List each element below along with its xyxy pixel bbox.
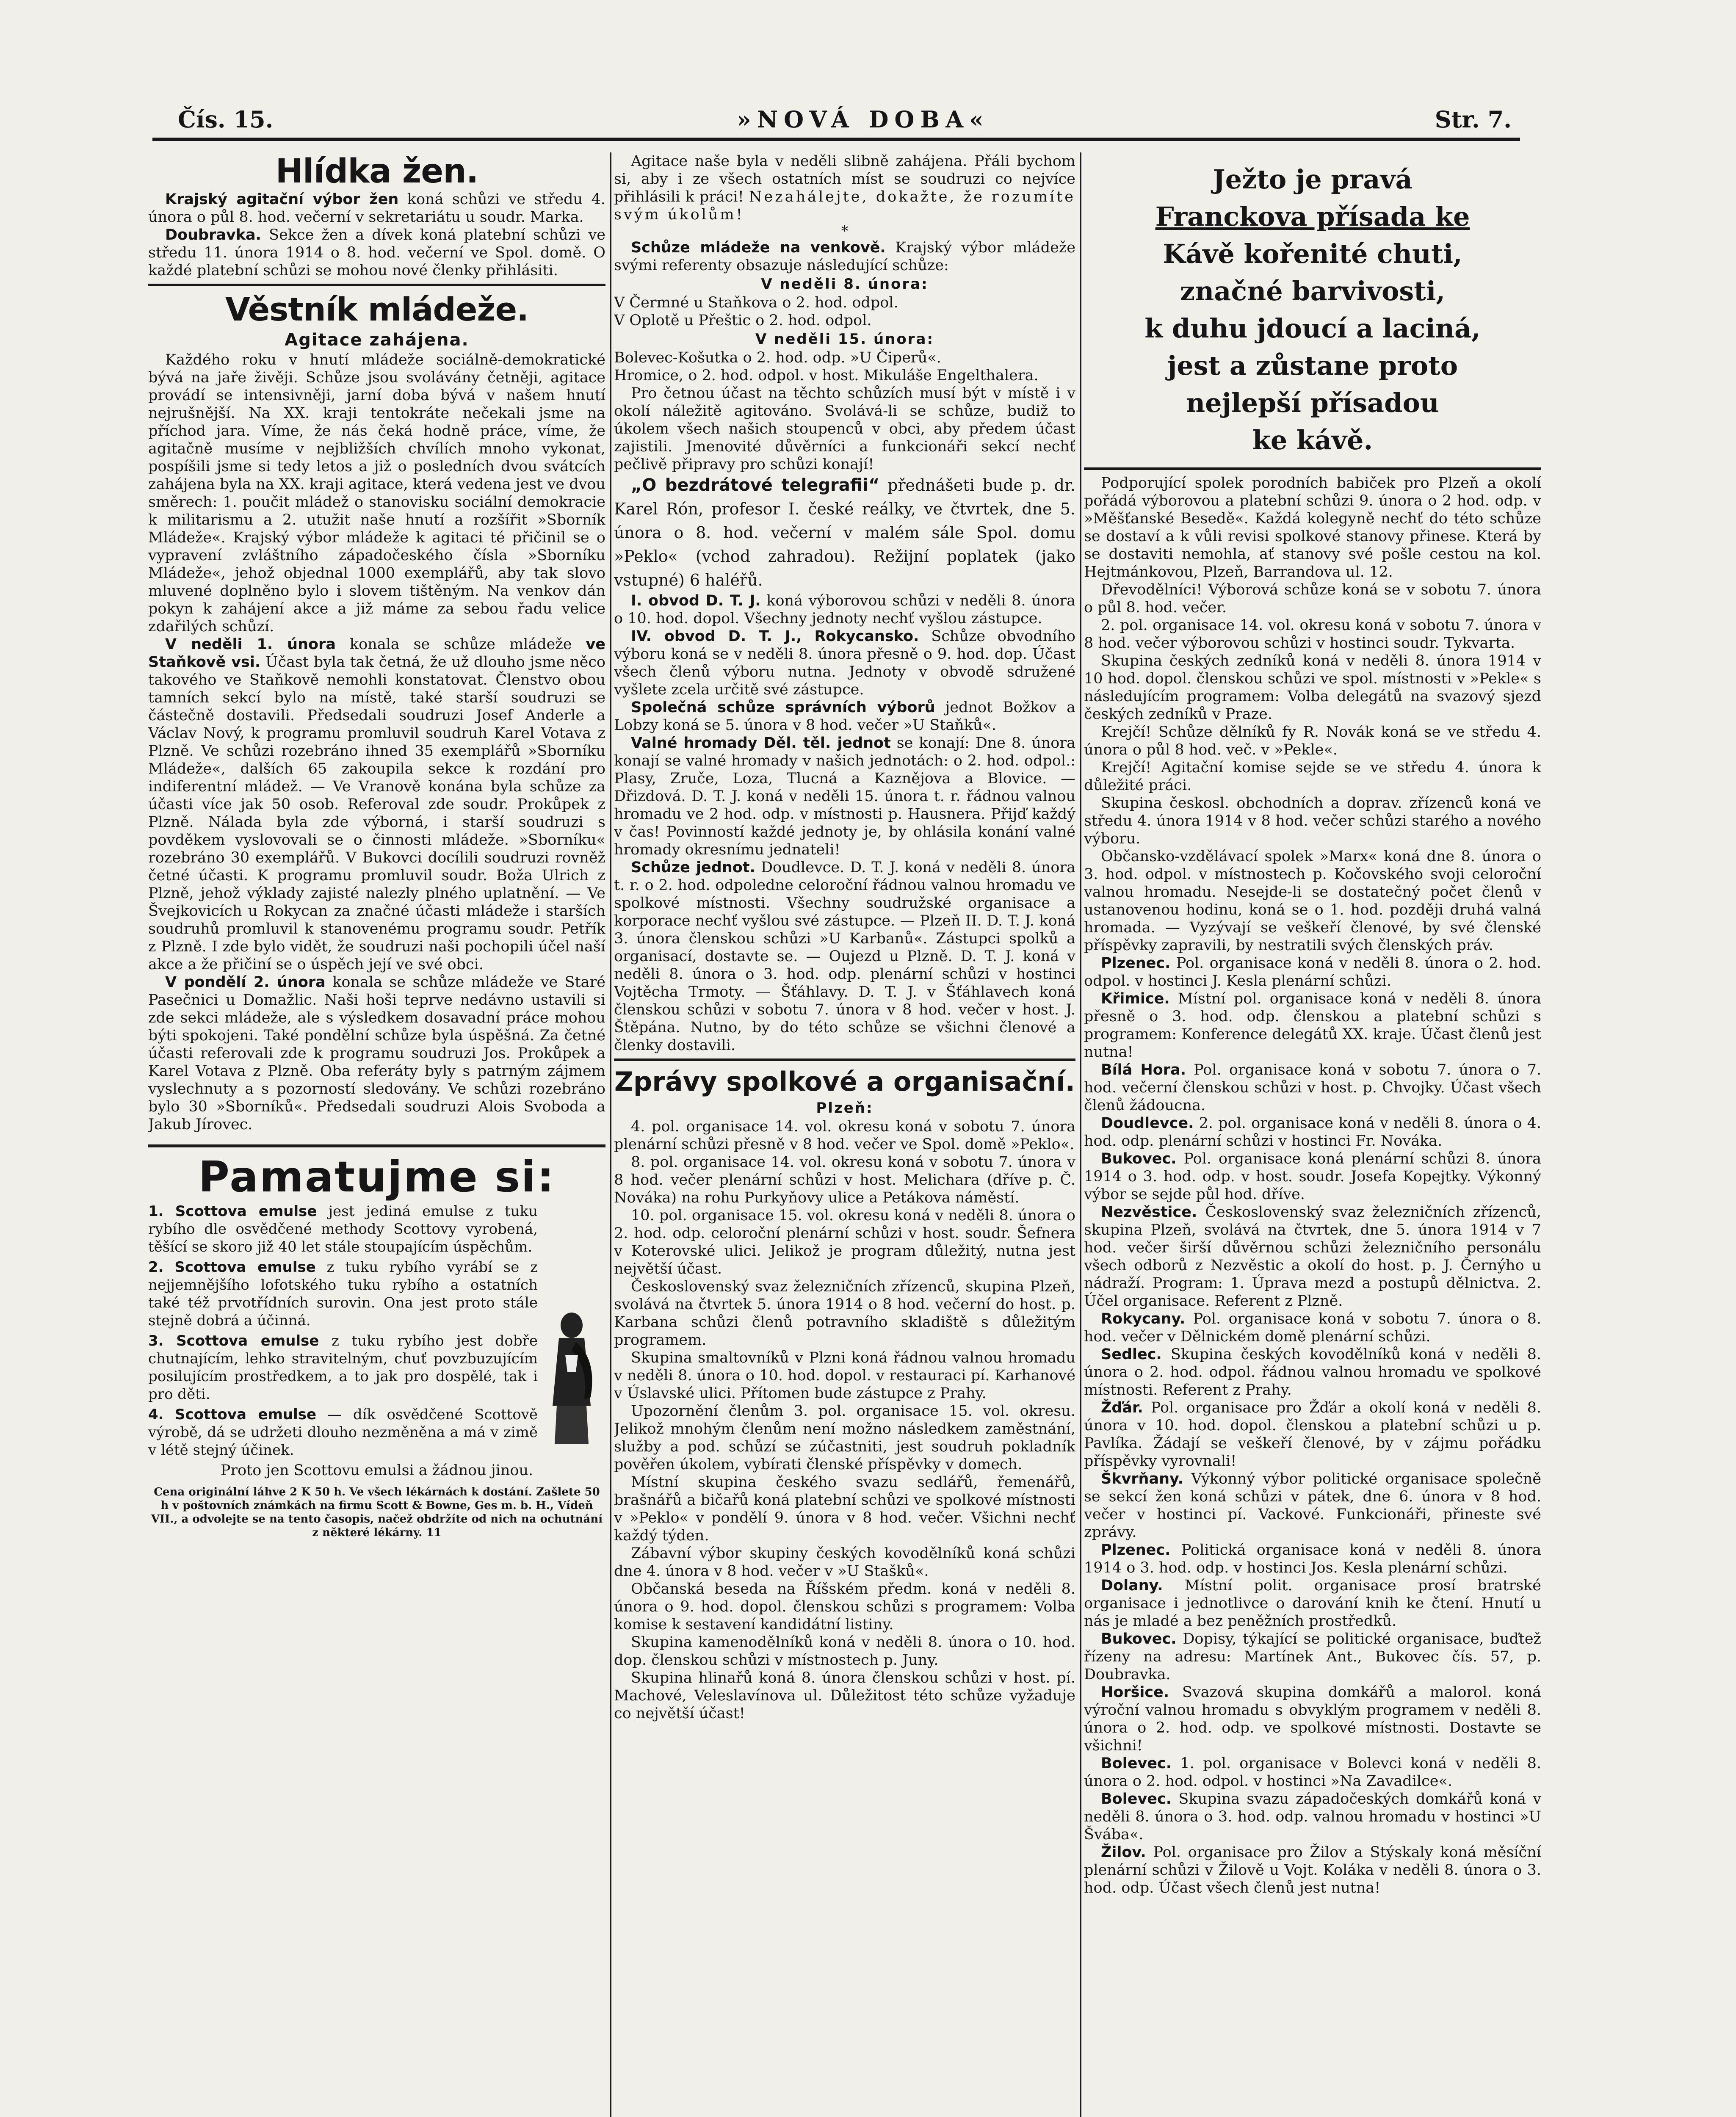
notice-item: Horšice. Svazová skupina domkářů a malorol. koná výroční valnou hromadu s obvyklým programem v neděli 8. února o 2. hod. odp. ve spolkové místnosti. Dostavte se všichni! [1084,1684,1541,1754]
notice-spolecna: Společná schůze správních výborů jednot Božkov a Lobzy koná se 5. února v 8 hod. večer »U Staňků«. [614,699,1075,734]
masthead-title: »NOVÁ DOBA« [737,106,990,133]
notice-item: Žilov. Pol. organisace pro Žilov a Stýskaly koná měsíční plenární schůzi v Žilově u Vojt. Koláka v neděli 8. února o 3. hod. odp. Účast všech členů jest nutna! [1084,1844,1541,1896]
notice-item: Škvrňany. Výkonný výbor politické organisace společně se sekcí žen koná schůzi v pátek, dne 6. února v 8 hod. večer v hostinci pí. Vackové. Funkcionáři, přineste své zprávy. [1084,1470,1541,1541]
ad-list-item: 2. Scottova emulse z tuku rybího vyrábí se z nejjemnějšího lofotského tuku rybího a ostatních také též prvotřídních surovin. Ona jest proto stále stejně dobrá a účinná. [148,1259,538,1329]
notice-item: Dřevodělníci! Výborová schůze koná se v sobotu 7. února o půl 8. hod. večer. [1084,581,1541,616]
notice-item: Plzenec. Pol. organisace koná v neděli 8. února o 2. hod. odpol. v hostinci J. Kesla plenární schůzi. [1084,955,1541,989]
ad-closing: Proto jen Scottovu emulsi a žádnou jinou. [220,1462,534,1479]
date-heading: V neděli 8. února: [761,276,929,293]
ad-line: jest a zůstane proto [1167,350,1458,381]
section-title-hlidka: Hlídka žen. [275,152,478,191]
notice-schuze: Schůze jednot. Doudlevce. D. T. J. koná v neděli 8. února t. r. o 2. hod. odpoledne celoroční řádnou valnou hromadu ve spolkové místnosti. Všechny soudružské organisace a korporace nechť vyšlou své zástupce. — Plzeň II. D. T. J. koná 3. února členskou schůzi »U Karbanů«. Zástupci spolků a organisací, dostavte se. — Oujezd u Plzně. D. T. J. koná v neděli 8. února o 3. hod. odp. plenární schůzi v hostinci Vojtěcha Trmoty. — Šťáhlavy. D. T. J. v Šťáhlavech koná členskou schůzi v sobotu 7. února v 8 hod. večer v host. J. Štěpána. Nutno, by do této schůze se všichni členové a členky dostavili. [614,859,1075,1054]
page-number: Str. 7. [1435,106,1512,133]
notice-item: Nezvěstice. Československý svaz železničních zřízenců, skupina Plzeň, svolává na čtvrtek, dne 5. února 1914 v 7 hod. večer širší důvěrnou schůzi železničního personálu všech odborů z Nezvěstic a okolí do host. p. J. Černýho u nádraží. Program: 1. Úprava mezd a postupů dělnictva. 2. Účel organisace. Referent z Plzně. [1084,1204,1541,1310]
notice-item: Rokycany. Pol. organisace koná v sobotu 7. února o 8. hod. večer v Dělnickém domě plenární schůzi. [1084,1310,1541,1345]
ad-title: Pamatujme si: [198,1152,556,1202]
meeting-line: V Čermné u Staňkova o 2. hod. odpol. [614,294,898,311]
column-divider-1 [610,152,611,2117]
notice-item: Žďár. Pol. organisace pro Žďár a okolí koná v neděli 8. února v 10. hod. dopol. členskou a platební schůzi u p. Pavlíka. Žádají se veškeří členové, by v zájmu pořádku příspěvky vyrovnali! [1084,1399,1541,1470]
notice-item: Krejčí! Schůze dělníků fy R. Novák koná se ve středu 4. února o půl 8 hod. več. v »Pekle«. [1084,724,1541,758]
separator-asterisk: * [841,223,849,240]
notice-item: 4. pol. organisace 14. vol. okresu koná v sobotu 7. února plenární schůzi přesně v 8 hod. večer ve Spol. domě »Peklo«. [614,1118,1075,1153]
notice-item: Bukovec. Pol. organisace koná plenární schůzi 8. února 1914 o 3. hod. odp. v host. soudr. Josefa Kopejtky. Výkonný výbor se sejde půl hod. dříve. [1084,1150,1541,1203]
ad-list-item: 3. Scottova emulse z tuku rybího jest dobře chutnajícím, lehko stravitelným, chuť povzbuzujícím posilujícím prostředkem, a to jak pro dospělé, tak i pro děti. [148,1332,538,1403]
notice-item: Plzenec. Politická organisace koná v neděli 8. února 1914 o 3. hod. odp. v hostinci Jos. Kesla plenární schůzi. [1084,1542,1541,1576]
notice-valne: Valné hromady Děl. těl. jednot se konají: Dne 8. února konají se valné hromady v našich jednotách: o 2. hod. odpol.: Plasy, Zruče, Loza, Tlucná a Kaznějova a Blovice. — Dřizdová. D. T. J. koná v neděli 15. února t. r. řádnou valnou hromadu ve 2 hod. odp. v místnosti p. Hausnera. Přijď každý v čas! Povinností každé jednoty je, by ohlásila konání valné hromady okresnímu jednateli! [614,735,1075,858]
notice-obvod-4: IV. obvod D. T. J., Rokycansko. Schůze obvodního výboru koná se v neděli 8. února přesně o 9. hod. dop. Účast všech členů výboru nutna. Jednoty v obvodě sdružené vyšlete zcela určitě své zástupce. [614,628,1075,698]
header-rule [152,138,1520,141]
notice-item: Skupina smaltovníků v Plzni koná řádnou valnou hromadu v neděli 8. února o 10. hod. dopol. v restauraci pí. Karhanové v Úslavské ulici. Přítomen bude zástupce z Prahy. [614,1349,1075,1402]
notice-item: Skupina českých zedníků koná v neděli 8. února 1914 v 10 hod. dopol. členskou schůzi ve spol. místnosti v »Pekle« s následujícím programem: Volba delegátů na svazový sjezd českých zedníků v Praze. [1084,652,1541,723]
page-header [152,97,1516,140]
venkov-paragraph: Schůze mládeže na venkově. Krajský výbor mládeže svými referenty obsazuje následující schůze: [614,239,1075,274]
notice-item: Zábavní výbor skupiny českých kovodělníků koná schůzi dne 4. února v 8 hod. večer v »U Stašků«. [614,1545,1075,1580]
notice-item: Československý svaz železničních zřízenců, skupina Plzeň, svolává na čtvrtek 5. února 1914 o 8 hod. večerní do host. p. Karbana schůzi členů potravního skladiště s důležitým programem. [614,1278,1075,1349]
notice-item: 2. pol. organisace 14. vol. okresu koná v sobotu 7. února v 8 hod. večer výborovou schůzi v hostinci soudr. Tykvarta. [1084,617,1541,652]
notice-item: Doudlevce. 2. pol. organisace koná v neděli 8. února o 4. hod. odp. plenární schůzi v hostinci Fr. Nováka. [1084,1115,1541,1150]
vestnik-paragraph-1: Každého roku v hnutí mládeže sociálně-demokratické bývá na jaře živěji. Schůze jsou svolávány četněji, agitace provádí se intensivněji, jarní doba bývá v našem hnutí nejrušnější. Na XX. kraji tentokráte nečekali jsme na příchod jara. Víme, že nás čeká hodně práce, víme, že agitačně musíme v nejbližších chvílích mnoho vykonat, pospíšili jsme si tedy letos a již o posledních dvou svátcích zahájena byla na XX. kraji agitace, která vedena jest ve dvou směrech: 1. poučit mládež o stanovisku sociální demokracie k militarismu a 2. utužit naše hnutí a rozšířit »Sborník Mládeže«. Krajský výbor mládeže k agitaci té přičinil se o vypravení zvláštního západočeského čísla »Sborníku Mládeže«, jehož objednal 1000 exemplářů, aby tak slovo mluvené doplněno bylo i slovem tištěným. Na venkov dán pokyn k zahájení akce a již máme za sebou řadu velice zdařilých schůzí. [148,351,605,635]
notice-item: Občanská beseda na Říšském předm. koná v neděli 8. února o 9. hod. dopol. členskou schůzi s programem: Volba komise k sestavení kandidátní listiny. [614,1581,1075,1633]
notice-item: Bílá Hora. Pol. organisace koná v sobotu 7. února o 7. hod. večerní členskou schůzi v host. p. Chvojky. Účast všech členů žádoucna. [1084,1061,1541,1114]
notice-item: Místní skupina českého svazu sedlářů, řemenářů, brašnářů a bičařů koná platební schůzi ve spolkové místnosti v »Peklo« v pondělí 9. února v 8 hod. večer. Všichni nechť každý týden. [614,1474,1075,1544]
ad-border-bottom [1084,467,1541,470]
hlidka-item-1: Krajský agitační výbor žen koná schůzi ve středu 4. února o půl 8. hod. večerní v sekretariátu u soudr. Marka. [148,191,605,226]
franck-advertisement [1084,152,1541,463]
notice-item: Bukovec. Dopisy, týkající se politické organisace, buďtež řízeny na adresu: Martínek Ant., Bukovec čís. 57, p. Doubravka. [1084,1631,1541,1683]
notice-item: Skupina českosl. obchodních a doprav. zřízenců koná ve středu 4. února 1914 v 8 hod. večer schůzi starého a nového výboru. [1084,795,1541,847]
notice-item: Skupina hlinařů koná 8. února členskou schůzi v host. pí. Machové, Veleslavínova ul. Důležitost této schůze vyžaduje co největší účast! [614,1669,1075,1722]
notice-item: 10. pol. organisace 15. vol. okresu koná v neděli 8. února o 2. hod. odp. celoroční plenární schůzi v host. soudr. Šefnera v Koterovské ulici. Jelikož je program důležitý, nutna jest největší účast. [614,1207,1075,1277]
notice-item: Sedlec. Skupina českých kovodělníků koná v neděli 8. února o 2. hod. odpol. řádnou valnou hromadu ve spolkové místnosti. Referent z Prahy. [1084,1346,1541,1398]
issue-number: Čís. 15. [178,106,274,133]
vestnik-paragraph-2: V neděli 1. února konala se schůze mládeže ve Staňkově vsi. Účast byla tak četná, že už dlouho jsme něco takového ve Staňkově nemohli konstatovat. Členstvo obou tamních sekcí bylo na místě, také starší soudruzi se částečně dostavili. Předsedali soudruzi Josef Anderle a Václav Nový, k programu promluvil soudruh Karel Votava z Plzně. Ve schůzi rozebráno ihned 35 exemplářů »Sborníku Mládeže«, dalších 65 zakoupila sekce k rozdání pro indiferentní mládež. — Ve Vranově konána byla schůze za účasti více jak 50 osob. Referoval zde soudr. Prokůpek z Plzně. Nálada byla zde výborná, i starší soudruzi s povděkem vyslovovali se o činnosti mládeže. »Sborníku« rozebráno 30 exemplářů. V Bukovci docílili soudruzi rovněž četné účasti. K programu promluvil soudr. Boža Ulrich z Plzně, jehož výklady zajisté nalezly plného uplatnění. — Ve Švejkovicích u Rokycan za značné účasti mládeže i starších soudruhů promluvil k stanovenému programu soudr. Petřík z Plzně. I zde bylo vidět, že soudruzi naši pochopili účel naší akce a že přičiní se o úspěch její ve své obci. [148,636,605,973]
section-title-vestnik: Věstník mládeže. [225,290,529,328]
notice-item: Dolany. Místní polit. organisace prosí bratrské organisace i jednotlivce o darování knih ke čtení. Hnutí u nás je mladé a bez peněžních prostředků. [1084,1577,1541,1630]
ad-border-top [148,1144,605,1147]
notice-item: Upozornění členům 3. pol. organisace 15. vol. okresu. Jelikož mnohým členům není možno následkem zaměstnání, služby a pod. schůzí se zúčastniti, jest soudruh pokladník pověřen úkolem, vybírati členské příspěvky v domech. [614,1403,1075,1473]
vestnik-paragraph-3: V pondělí 2. února konala se schůze mládeže ve Staré Pasečnici u Domažlic. Naši hoši teprve nedávno ustavili si zde sekci mládeže, ale s výsledkem dosavadní práce mohou býti spokojeni. Také pondělní schůze byla úspěšná. Za četné účasti referovali zde k programu soudruzi Jos. Prokůpek a Karel Votava z Plzně. Oba referáty byly s patrným zájmem vyslechnuty a s pozorností sledovány. Ve schůzi rozebráno bylo 30 »Sborníků«. Předsedali soudruzi Alois Svoboda a Jakub Jírovec. [148,974,605,1133]
agitace-note: Pro četnou účast na těchto schůzích musí být v místě i v okolí náležitě agitováno. Svolává-li se schůze, budiž to úkolem všech našich stoupenců v obci, aby předem účast zajistili. Jmenovité důvěrníci a funkcionáři sekcí nechť pečlivě připravy pro schůzi konají! [614,385,1075,473]
section-title-zpravy: Zprávy spolkové a organisační. [614,1066,1075,1097]
notice-item: Krejčí! Agitační komise sejde se ve středu 4. února k důležité práci. [1084,759,1541,794]
ad-list [148,1202,605,1459]
column-2 [614,152,1075,2117]
ad-line: Kávě kořenité chuti, [1163,238,1462,269]
notice-obvod-1: I. obvod D. T. J. koná výborovou schůzi v neděli 8. února o 10. hod. dopol. Všechny jednoty nechť vyšlou zástupce. [614,592,1075,627]
meeting-line: V Oplotě u Přeštic o 2. hod. odpol. [614,312,872,329]
meeting-line: Hromice, o 2. hod. odpol. v host. Mikuláše Engelthalera. [614,367,1039,384]
fisherman-figure [546,1308,597,1448]
agitace-paragraph: Agitace naše byla v neděli slibně zahájena. Přáli bychom si, aby i ze všech ostatních míst se soudruzi co nejvíce přihlásili k práci! Nezahálejte, dokažte, že rozumíte svým úkolům! [614,153,1075,223]
notice-item: Skupina kamenodělníků koná v neděli 8. února o 10. hod. dop. členskou schůzi v místnostech p. Juny. [614,1634,1075,1669]
ad-price-note: Cena originální láhve 2 K 50 h. Ve všech lékárnách k dostání. Zašlete 50 h v poštovních známkách na firmu Scott & Bowne, Ges m. b. H., Vídeň VII., a odvolejte se na tento časopis, načež obdržíte od nich na ochutnání z některé lékárny. 11 [151,1486,603,1539]
ad-list-item: 4. Scottova emulse — dík osvědčené Scottově výrobě, dá se udržeti dlouho nezměněna a má v zimě v létě stejný účinek. [148,1406,538,1459]
section-divider [614,1058,1075,1061]
notice-item: Bolevec. 1. pol. organisace v Bolevci koná v neděli 8. února o 2. hod. odpol. v hostinci »Na Zavadilce«. [1084,1755,1541,1790]
city-heading: Plzeň: [816,1100,874,1117]
telegraf-notice: „O bezdrátové telegrafii“ přednášeti bude p. dr. Karel Rón, profesor I. české reálky, ve čtvrtek, dne 5. února o 8. hod. večerní v malém sále Spol. domu »Peklo« (vchod zahradou). Režijní poplatek (jako vstupné) 6 haléřů. [614,475,1075,589]
ad-list-item: 1. Scottova emulse jest jediná emulse z tuku rybího dle osvědčené methody Scottovy vyrobená, těšící se skoro již 40 let stále stoupajícím úspěchům. [148,1203,538,1255]
article-subtitle: Agitace zahájena. [285,330,469,350]
ad-line: Ježto je pravá [1213,164,1413,195]
notice-item: Křimice. Místní pol. organisace koná v neděli 8. února přesně o 3. hod. odp. členskou a platební schůzi s programem: Konference delegátů XX. kraje. Účast členů jest nutna! [1084,990,1541,1061]
ad-line: značné barvivosti, [1180,276,1446,307]
ad-line: Franckova přísada ke [1155,201,1470,232]
notice-item: Bolevec. Skupina svazu západočeských domkářů koná v neděli 8. února o 3. hod. odp. valnou hromadu v hostinci »U Švába«. [1084,1791,1541,1843]
column-3 [1084,152,1541,2117]
notice-item: Podporující spolek porodních babiček pro Plzeň a okolí pořádá výborovou a platební schůzi 9. února o 2 hod. odp. v »Měšťanské Besedě«. Každá kolegyně nechť do této schůze se dostaví a k vůli revisi spolkové stanovy přinese. Která by se dostaviti nemohla, ať stanovy své pošle cestou na kol. Hejtmánkovou, Plzeň, Barrandova ul. 12. [1084,475,1541,580]
ad-line: k duhu jdoucí a laciná, [1144,313,1481,344]
column-1 [148,152,605,2117]
ad-line: ke kávě. [1252,425,1373,456]
hlidka-item-2: Doubravka. Sekce žen a dívek koná platební schůzi ve středu 11. února 1914 o 8. hod. večerní ve Spol. domě. O každé platební schůzi se mohou nové členky přihlásiti. [148,227,605,279]
section-divider [148,284,605,286]
date-heading: V neděli 15. února: [755,331,934,348]
notice-item: Občansko-vzdělávací spolek »Marx« koná dne 8. února o 3. hod. odpol. v místnostech p. Kočovského svoji celoroční valnou hromadu. Nesejde-li se dostatečný počet členů v ustanovenou hodinu, koná se o 1. hod. později druhá valná hromada. — Vyzývají se veškeří členové, by své členské příspěvky zapravili, by nestratili svých členských práv. [1084,848,1541,954]
ad-line: nejlepší přísadou [1186,387,1439,418]
meeting-line: Bolevec-Košutka o 2. hod. odp. »U Čiperů«. [614,349,941,366]
notice-item: 8. pol. organisace 14. vol. okresu koná v sobotu 7. února v 8 hod. večer plenární schůzi v host. Melichara (dříve p. Č. Nováka) na rohu Purkyňovy ulice a Petákova náměstí. [614,1154,1075,1206]
column-divider-2 [1080,152,1081,2117]
